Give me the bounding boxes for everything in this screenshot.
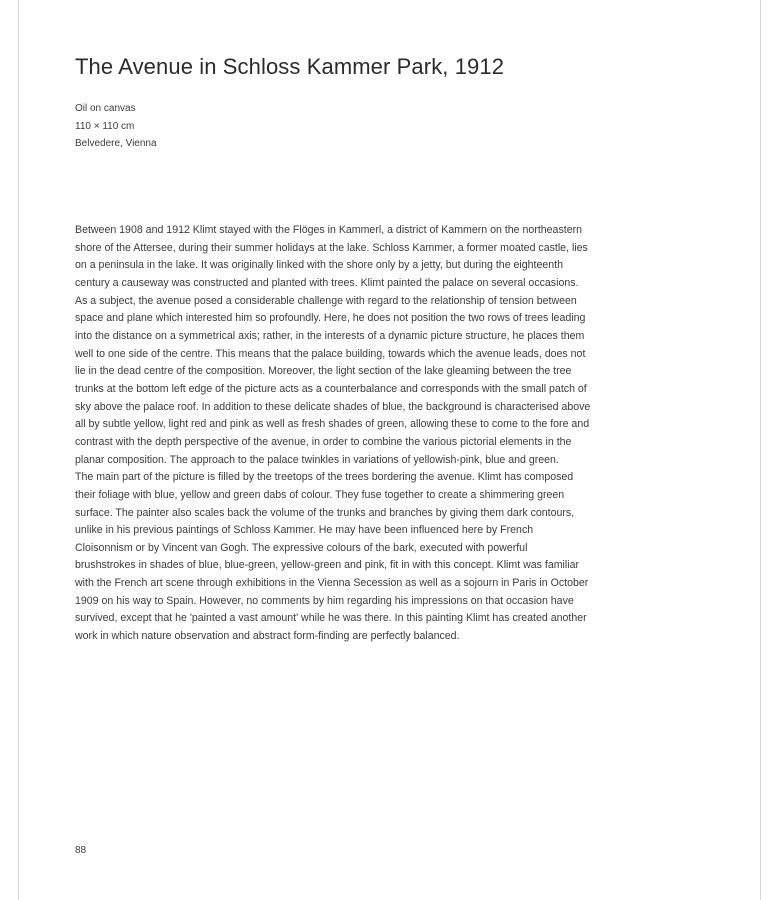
artwork-location: Belvedere, Vienna: [75, 138, 157, 149]
page-number: 88: [75, 845, 87, 856]
page-title: The Avenue in Schloss Kammer Park, 1912: [75, 54, 505, 79]
body-paragraph: The main part of the picture is filled by the treetops of the trees bordering the avenue. Klimt has composed their foliage with blue, yellow and green dabs of colour. They fuse together to create a shimmering green surface. The painter also scales back the volume of the trunks and branches by giving them dark contours, unlike in his previous paintings of Schloss Kammer. He may have been influenced here by French Cloisonnism or by Vincent van Gogh. The expressive colours of the bark, executed with powerful brushstrokes in shades of blue, blue-green, yellow-green and pink, fit in with this concept. Klimt was familiar with the French art scene through exhibitions in the Vienna Secession as well as a sojourn in Paris in October 1909 on his way to Spain. However, no comments by him regarding his impressions on that occasion have survived, except that he 'painted a vast amount' while he was there. In this painting Klimt has created another work in which nature observation and abstract form-finding are perfectly balanced.: [75, 471, 589, 643]
artwork-dimensions: 110 × 110 cm: [75, 120, 135, 132]
artwork-medium: Oil on canvas: [75, 103, 136, 114]
page-edge-left: [18, 0, 19, 900]
body-text: [75, 222, 591, 646]
artwork-details: [75, 100, 157, 153]
body-paragraph: Between 1908 and 1912 Klimt stayed with the Flöges in Kammerl, a district of Kammern on the northeastern shore of the Attersee, during their summer holidays at the lake. Schloss Kammer, a former moated castle, lies on a peninsula in the lake. It was originally linked with the shore only by a jetty, but during the eighteenth century a causeway was constructed and planted with trees. Klimt painted the palace on several occasions. As a subject, the avenue posed a considerable challenge with regard to the relationship of tension between space and plane which interested him so profoundly. Here, he does not position the two rows of trees leading into the distance on a symmetrical axis; rather, in the interests of a dynamic picture structure, he places them well to one side of the centre. This means that the palace building, towards which the avenue leads, does not lie in the dead centre of the composition. Moreover, the light section of the lake gleaming between the tree trunks at the bottom left edge of the picture acts as a counterbalance and corresponds with the small patch of sky above the palace roof. In addition to these delicate shades of blue, the background is characterised above all by subtle yellow, light red and pink as well as fresh shades of green, allowing these to come to the fore and contrast with the depth perspective of the avenue, in order to combine the various pictorial elements in the planar composition. The approach to the palace twinkles in variations of yellowish-pink, blue and green.: [75, 224, 591, 466]
page-edge-right: [760, 0, 761, 900]
